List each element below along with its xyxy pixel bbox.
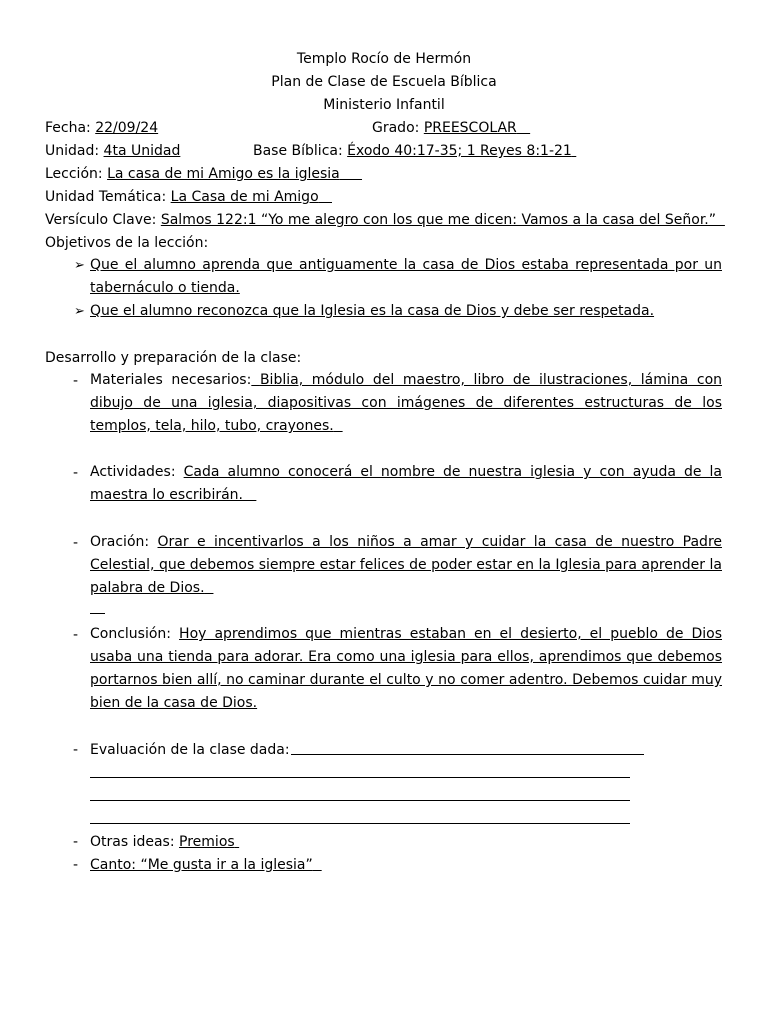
otras-ideas-label: Otras ideas:: [90, 834, 175, 850]
unidad-row: [45, 141, 180, 161]
canto-row: [90, 855, 322, 875]
grado-label: Grado:: [372, 120, 420, 136]
dash-bullet: -: [73, 535, 79, 551]
ministry-name: Ministerio Infantil: [323, 97, 445, 113]
fecha-value: 22/09/24: [95, 120, 159, 136]
evaluacion-blank-line[interactable]: [90, 777, 630, 778]
unidad-value: 4ta Unidad: [103, 143, 181, 159]
base-biblica-value: Éxodo 40:17-35; 1 Reyes 8:1-21: [347, 143, 572, 159]
fecha-label: Fecha:: [45, 120, 91, 136]
versiculo-value: Salmos 122:1 “Yo me alegro con los que me dicen: Vamos a la casa del Señor.”: [160, 212, 716, 228]
materiales-label: Materiales necesarios:: [90, 372, 252, 388]
tematica-value: La Casa de mi Amigo: [170, 189, 319, 205]
base-biblica-label: Base Bíblica:: [253, 143, 343, 159]
grado-row: [372, 118, 530, 138]
objetivo-text: Que el alumno aprenda que antiguamente la casa de Dios estaba representada por un tabernáculo o tienda.: [90, 257, 722, 296]
objetivo-item: [90, 254, 722, 300]
oracion-item: [90, 531, 722, 600]
otras-ideas-text: Premios: [179, 834, 235, 850]
grado-value: PREESCOLAR: [423, 120, 517, 136]
dash-bullet: -: [73, 373, 79, 389]
leccion-label: Lección:: [45, 166, 103, 182]
oracion-value: [90, 534, 722, 596]
leccion-underline-fill: [340, 166, 362, 182]
base-biblica-underline-fill: [572, 143, 576, 159]
document-subtitle: Plan de Clase de Escuela Bíblica: [271, 74, 497, 90]
versiculo-underline-fill: [716, 212, 725, 228]
dash-bullet: -: [73, 627, 79, 643]
bullet-arrow-icon: ➢: [74, 258, 85, 273]
canto-text: Canto: “Me gusta ir a la iglesia”: [90, 857, 313, 873]
objetivos-label: Objetivos de la lección:: [45, 235, 209, 251]
actividades-text: Cada alumno conocerá el nombre de nuestra iglesia y con ayuda de la maestra lo escribirán.: [90, 464, 722, 503]
otras-ideas-row: [90, 832, 239, 852]
leccion-row: [45, 164, 362, 184]
materiales-item: [90, 369, 722, 438]
tematica-underline-fill: [319, 189, 332, 205]
desarrollo-label: Desarrollo y preparación de la clase:: [45, 350, 302, 366]
tematica-row: [45, 187, 332, 207]
dash-bullet: -: [73, 834, 79, 850]
oracion-text: Orar e incentivarlos a los niños a amar y cuidar la casa de nuestro Padre Celestial, que debemos siempre estar felices de poder estar en la Iglesia para aprender la palabra de Dios.: [90, 534, 722, 596]
document-title: Templo Rocío de Hermón: [296, 51, 472, 67]
canto-value: [90, 857, 322, 873]
otras-ideas-value: [179, 834, 239, 850]
actividades-label: Actividades:: [90, 464, 176, 480]
oracion-label: Oración:: [90, 534, 150, 550]
evaluacion-label: Evaluación de la clase dada:: [90, 742, 290, 758]
materiales-text: Biblia, módulo del maestro, libro de ilustraciones, lámina con dibujo de una iglesia, diapositivas con imágenes de diferentes estructuras de los templos, tela, hilo, tubo, crayones.: [90, 372, 723, 434]
bullet-arrow-icon: ➢: [74, 304, 85, 319]
evaluacion-blank-line[interactable]: [291, 754, 644, 755]
objetivo-text: Que el alumno reconozca que la Iglesia es la casa de Dios y debe ser respetada.: [90, 303, 655, 319]
blank-line: [90, 613, 105, 614]
grado-underline-fill: [517, 120, 530, 136]
versiculo-label: Versículo Clave:: [45, 212, 157, 228]
objetivo-item: [90, 300, 722, 323]
conclusion-item: [90, 623, 722, 715]
leccion-value: La casa de mi Amigo es la iglesia: [107, 166, 340, 182]
tematica-label: Unidad Temática:: [45, 189, 167, 205]
actividades-value: [90, 464, 722, 503]
dash-bullet: -: [73, 857, 79, 873]
unidad-label: Unidad:: [45, 143, 100, 159]
base-biblica-row: [253, 141, 576, 161]
conclusion-value: Hoy aprendimos que mientras estaban en el desierto, el pueblo de Dios usaba una tienda para adorar. Era como una iglesia para ellos, aprendimos que debemos portarnos bien allí, no caminar durante el culto y no comer adentro. Debemos cuidar muy bien de la casa de Dios.: [90, 626, 722, 711]
evaluacion-blank-line[interactable]: [90, 800, 630, 801]
evaluacion-blank-line[interactable]: [90, 823, 630, 824]
conclusion-label: Conclusión:: [90, 626, 172, 642]
versiculo-row: [45, 210, 725, 230]
dash-bullet: -: [73, 465, 79, 481]
fecha-row: [45, 118, 158, 138]
dash-bullet: -: [73, 742, 79, 758]
actividades-item: [90, 461, 722, 507]
